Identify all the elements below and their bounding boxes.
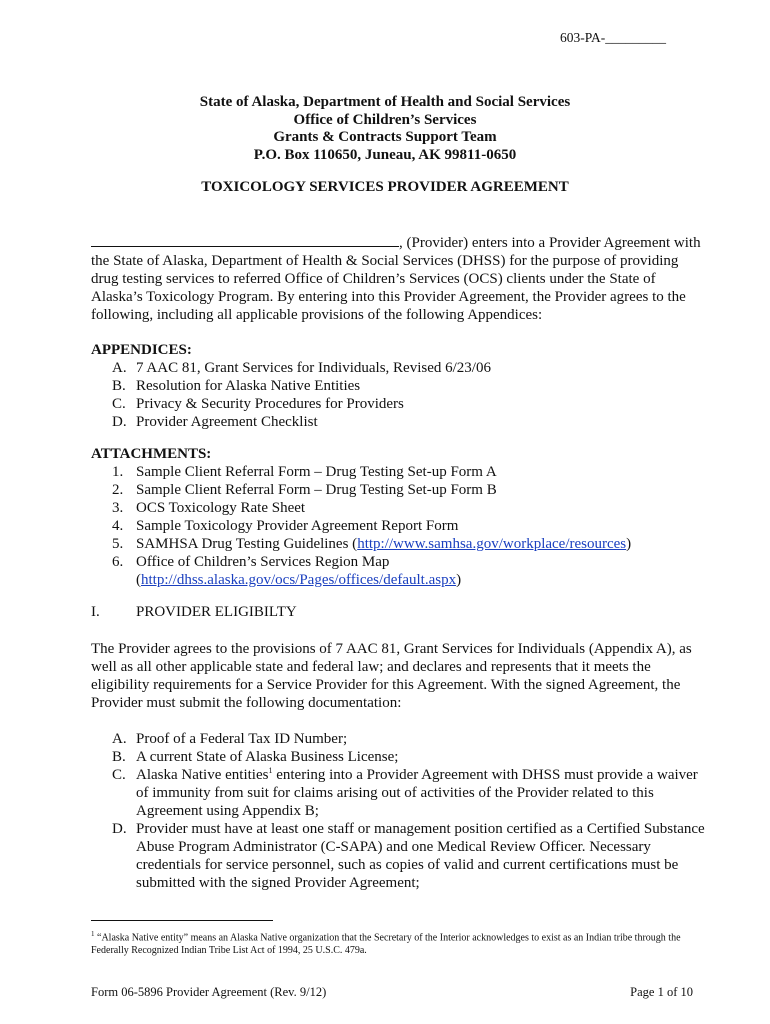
agency-header (0, 94, 770, 164)
section-1-heading (91, 604, 297, 621)
list-item: D. Provider must have at least one staff or management position certified as a Certified Substance Abuse Program Administrator (C-SAPA) and one Medical Review Officer. Necessary credentials for service personnel, such as copies of valid and current certifications must be submitted with the signed Provider Agreement; (112, 821, 705, 891)
page-number: Page 1 of 10 (630, 985, 693, 999)
list-item: 3. OCS Toxicology Rate Sheet (112, 500, 306, 516)
list-item: 6. Office of Children’s Services Region Map (http://dhss.alaska.gov/ocs/Pages/offices/default.aspx) (112, 554, 462, 588)
footnote-text: “Alaska Native entity” means an Alaska Native organization that the Secretary of the Interior acknowledges to exist as an Indian tribe through the Federally Recognized Indian Tribe List Act of 1994, 25 U.S.C. 479a. (91, 932, 681, 957)
intro-paragraph (91, 234, 703, 324)
list-item: 2. Sample Client Referral Form – Drug Testing Set-up Form B (112, 482, 497, 498)
footnote-divider (91, 920, 273, 921)
footnote-ref[interactable]: 1 (268, 766, 273, 775)
documentation-list (112, 730, 712, 892)
section-title: PROVIDER ELIGIBILTY (136, 604, 297, 620)
list-item: C. Privacy & Security Procedures for Providers (112, 396, 404, 412)
list-item: D. Provider Agreement Checklist (112, 414, 318, 430)
attachments-heading: ATTACHMENTS: (91, 446, 212, 462)
header-line-4: P.O. Box 110650, Juneau, AK 99811-0650 (253, 146, 517, 163)
list-item: 5. SAMHSA Drug Testing Guidelines (http://www.samhsa.gov/workplace/resources) (112, 536, 632, 552)
list-item: B. Resolution for Alaska Native Entities (112, 378, 361, 394)
footnote-mark: 1 (91, 930, 95, 938)
header-line-2: Office of Children’s Services (293, 111, 477, 128)
provider-name-blank[interactable] (91, 234, 399, 247)
region-map-link[interactable]: http://dhss.alaska.gov/ocs/Pages/offices/default.aspx (141, 572, 457, 588)
samhsa-link[interactable]: http://www.samhsa.gov/workplace/resources (357, 536, 627, 552)
appendices-list (112, 359, 712, 431)
page-footer (91, 985, 693, 1000)
form-number: 603-PA-_________ (560, 30, 667, 45)
header-line-1: State of Alaska, Department of Health and Social Services (199, 94, 571, 110)
section-number: I. (91, 604, 100, 620)
intro-text: with the State of Alaska, Department of Health & Social Services (DHSS) for the purpose of providing drug testing services to referred Office of Children’s Services (OCS) clients under the State of Alaska’s Toxicology Program. By entering into this Provider Agreement, the Provider agrees to the following, including all applicable provisions of the following Appendices: (91, 235, 701, 323)
header-line-3: Grants & Contracts Support Team (273, 129, 497, 145)
list-item: A. 7 AAC 81, Grant Services for Individuals, Revised 6/23/06 (112, 360, 491, 376)
attachments-list (112, 463, 712, 589)
list-item: A. Proof of a Federal Tax ID Number; (112, 731, 348, 747)
intro-after-blank: , (Provider) enters into a Provider Agreement (399, 235, 671, 251)
list-item: B. A current State of Alaska Business License; (112, 749, 399, 765)
list-item: 1. Sample Client Referral Form – Drug Testing Set-up Form A (112, 464, 497, 480)
form-revision: Form 06-5896 Provider Agreement (Rev. 9/12) (91, 985, 327, 999)
document-title: TOXICOLOGY SERVICES PROVIDER AGREEMENT (201, 179, 569, 195)
appendices-heading: APPENDICES: (91, 342, 192, 358)
footnote (91, 928, 703, 957)
list-item: C. Alaska Native entities$^1$ entering into a Provider Agreement with DHSS must provide a waiver of immunity from suit for claims arising out of activities of the Provider related to this Agreement using Appendix B; (112, 766, 698, 819)
section-1-body: The Provider agrees to the provisions of 7 AAC 81, Grant Services for Individuals (Appendix A), as well as all other applicable state and federal law; and declares and represents that it meets the eligibility requirements for a Service Provider for this Agreement. With the signed Agreement, the Provider must submit the following documentation: (91, 641, 692, 711)
list-item: 4. Sample Toxicology Provider Agreement Report Form (112, 518, 459, 534)
